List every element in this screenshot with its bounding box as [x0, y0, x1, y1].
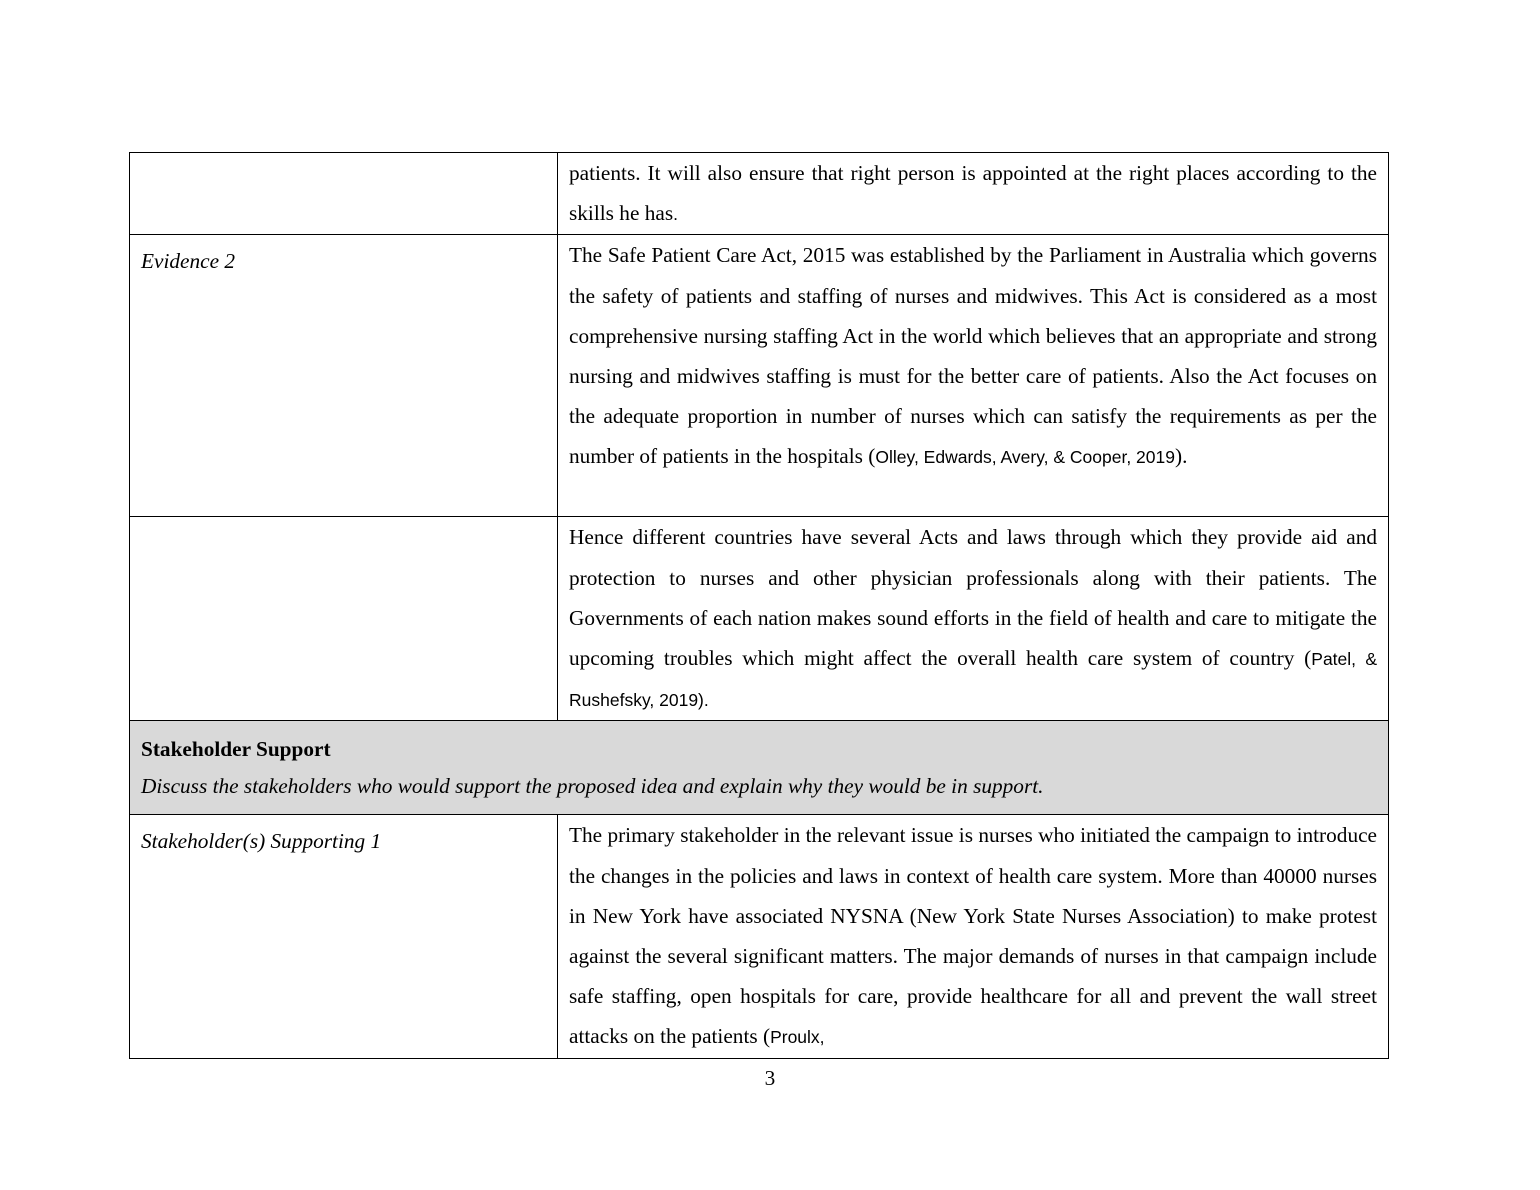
table-row — [130, 235, 1389, 517]
citation: Olley, Edwards, Avery, & Cooper, 2019 — [875, 447, 1175, 468]
document-table — [129, 152, 1389, 1059]
row-label-cell — [130, 235, 558, 517]
row-label-cell — [130, 153, 558, 235]
row-content-tail: ). — [1175, 444, 1188, 469]
row-label-cell — [130, 815, 558, 1058]
row-content-tail: . — [673, 204, 678, 225]
row-content-cell — [558, 517, 1389, 721]
section-title: Stakeholder Support — [141, 737, 331, 762]
row-label-cell — [130, 517, 558, 721]
evidence-2-label: Evidence 2 — [141, 249, 236, 274]
row-content-cell — [558, 153, 1389, 235]
section-header-cell — [130, 721, 1389, 815]
page-number: 3 — [764, 1066, 776, 1090]
citation: Proulx, — [770, 1027, 825, 1048]
row-content: Hence different countries have several Acts and laws through which they provide aid and protection to nurses and other physician professionals along with their patients. The Governments of each nation makes sound efforts in the field of health and care to mitigate the upcoming troubles which might affect the overall health care system of country ( — [569, 525, 1377, 671]
row-content-cell — [558, 235, 1389, 517]
table-row — [130, 815, 1389, 1058]
section-description: Discuss the stakeholders who would support the proposed idea and explain why they would be in support. — [141, 774, 1044, 799]
row-content: The primary stakeholder in the relevant issue is nurses who initiated the campaign to introduce the changes in the policies and laws in context of health care system. More than 40000 nurses in New York have associated NYSNA (New York State Nurses Association) to make protest against the several significant matters. The major demands of nurses in that campaign include safe staffing, open hospitals for care, provide healthcare for all and prevent the wall street attacks on the patients ( — [569, 823, 1377, 1049]
section-header-row — [130, 721, 1389, 815]
row-content: patients. It will also ensure that right person is appointed at the right places according to the skills he has — [569, 161, 1377, 226]
table-row — [130, 517, 1389, 721]
row-content-cell — [558, 815, 1389, 1058]
table-row — [130, 153, 1389, 235]
citation: Patel, & Rushefsky, 2019). — [569, 649, 1377, 711]
stakeholder-supporting-1-label: Stakeholder(s) Supporting 1 — [141, 829, 382, 854]
row-content: The Safe Patient Care Act, 2015 was established by the Parliament in Australia which governs the safety of patients and staffing of nurses and midwives. This Act is considered as a most comprehensive nursing staffing Act in the world which believes that an appropriate and strong nursing and midwives staffing is must for the better care of patients. Also the Act focuses on the adequate proportion in number of nurses which can satisfy the requirements as per the number of patients in the hospitals ( — [569, 243, 1377, 469]
